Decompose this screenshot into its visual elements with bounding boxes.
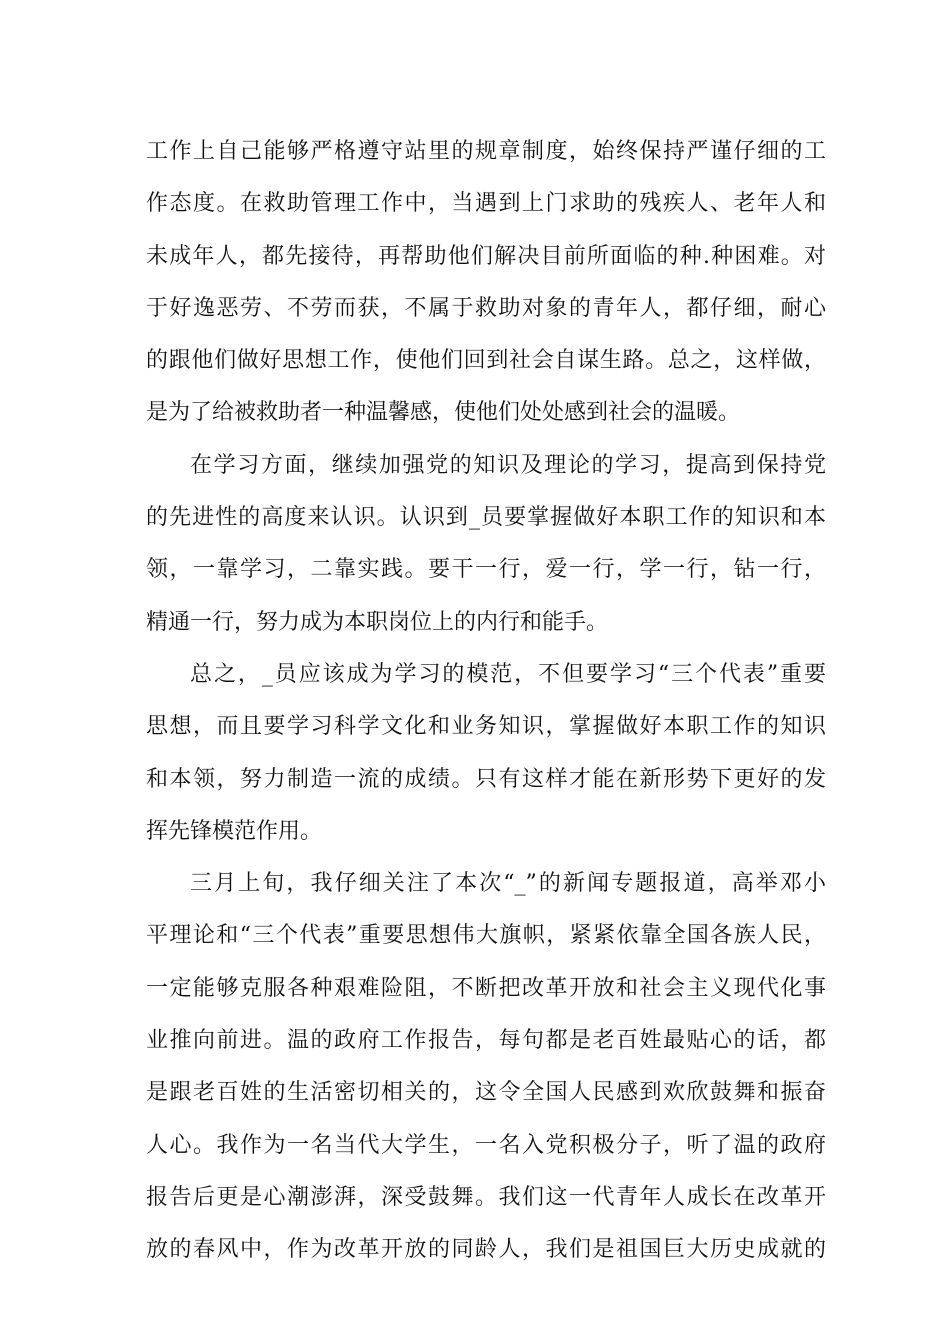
text-line: 思想，而且要学习科学文化和业务知识，掌握做好本职工作的知识 <box>146 714 826 740</box>
text-line: 平理论和“三个代表”重要思想伟大旗帜，紧紧依靠全国各族人民， <box>146 923 826 949</box>
text-line: 业推向前进。温的政府工作报告，每句都是老百姓最贴心的话，都 <box>146 1028 826 1054</box>
text-line: 的先进性的高度来认识。认识到_员要掌握做好本职工作的知识和本 <box>146 505 826 531</box>
text-line: 报告后更是心潮澎湃，深受鼓舞。我们这一代青年人成长在改革开 <box>146 1184 826 1210</box>
text-line: 三月上旬，我仔细关注了本次“_”的新闻专题报道，高举邓小 <box>190 871 826 897</box>
text-line: 人心。我作为一名当代大学生，一名入党积极分子，听了温的政府 <box>146 1132 826 1158</box>
text-line: 领，一靠学习，二靠实践。要干一行，爱一行，学一行，钻一行， <box>146 557 826 583</box>
text-line: 和本领，努力制造一流的成绩。只有这样才能在新形势下更好的发 <box>146 766 826 792</box>
text-line: 挥先锋模范作用。 <box>146 818 323 844</box>
text-line: 的跟他们做好思想工作，使他们回到社会自谋生路。总之，这样做， <box>146 348 826 374</box>
text-line: 工作上自己能够严格遵守站里的规章制度，始终保持严谨仔细的工 <box>146 139 826 164</box>
text-line: 于好逸恶劳、不劳而获，不属于救助对象的青年人，都仔细，耐心 <box>146 295 826 321</box>
text-line: 总之，_员应该成为学习的模范，不但要学习“三个代表”重要 <box>190 661 826 687</box>
text-line: 作态度。在救助管理工作中，当遇到上门求助的残疾人、老年人和 <box>146 191 826 217</box>
text-line: 是为了给被救助者一种温馨感，使他们处处感到社会的温暖。 <box>146 400 741 426</box>
text-line: 放的春风中，作为改革开放的同龄人，我们是祖国巨大历史成就的 <box>146 1237 826 1263</box>
text-line: 一定能够克服各种艰难险阻，不断把改革开放和社会主义现代化事 <box>146 975 826 1001</box>
text-line: 在学习方面，继续加强党的知识及理论的学习，提高到保持党 <box>190 452 826 478</box>
text-line: 未成年人，都先接待，再帮助他们解决目前所面临的种.种困难。对 <box>146 243 826 269</box>
text-line: 精通一行，努力成为本职岗位上的内行和能手。 <box>146 609 609 635</box>
body-text <box>146 126 826 1277</box>
text-line: 是跟老百姓的生活密切相关的，这令全国人民感到欢欣鼓舞和振奋 <box>146 1080 826 1106</box>
